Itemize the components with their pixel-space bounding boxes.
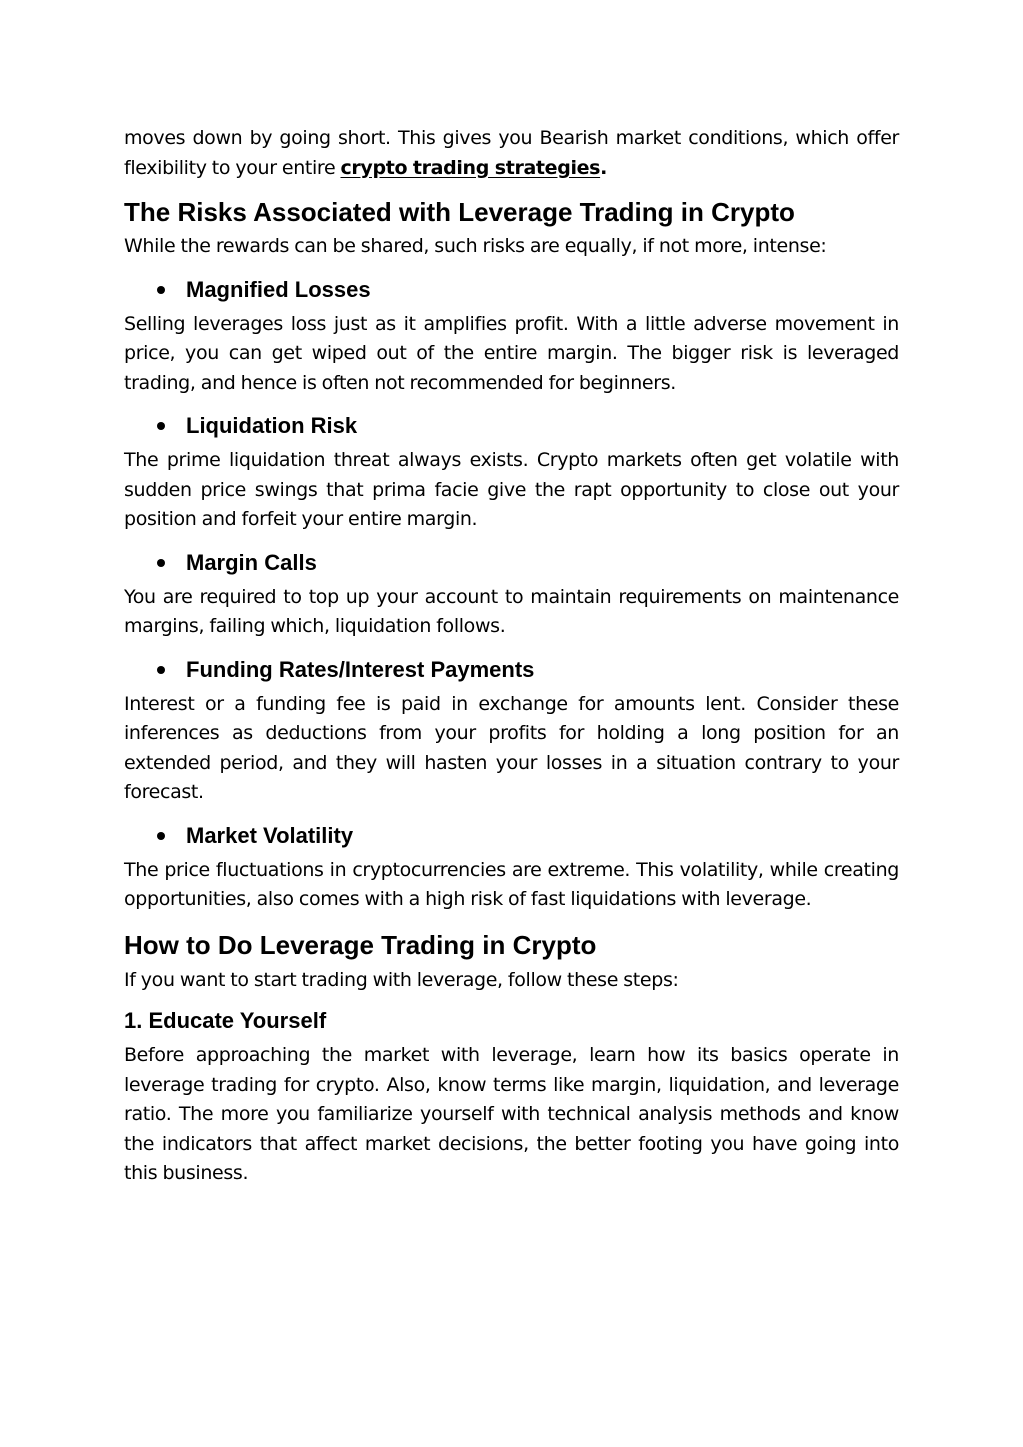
bullet-icon (157, 559, 165, 567)
risk-item-body: Selling leverages loss just as it amplifies profit. With a little adverse movement in price, you can get wiped out of the entire margin. The bigger risk is leveraged trading, and hence is often not recommended for beginners. (124, 312, 899, 394)
risk-item-heading (124, 412, 899, 440)
risk-item-heading (124, 549, 899, 577)
risk-item-title: Liquidation Risk (186, 413, 358, 438)
bullet-icon (157, 832, 165, 840)
bullet-icon (157, 666, 165, 674)
risk-item-body: The price fluctuations in cryptocurrencies are extreme. This volatility, while creating opportunities, also comes with a high risk of fast liquidations with leverage. (124, 858, 899, 910)
risk-item-body: You are required to top up your account to maintain requirements on maintenance margins, failing which, liquidation follows. (124, 585, 899, 637)
risk-item-heading (124, 656, 899, 684)
risk-item-title: Magnified Losses (186, 276, 371, 302)
howto-intro: If you want to start trading with leverage, follow these steps: (124, 968, 679, 991)
risk-item-body: The prime liquidation threat always exists. Crypto markets often get volatile with sudden price swings that prima facie give the rapt opportunity to close out your position and forfeit your entire margin. (124, 449, 899, 530)
step-body: Before approaching the market with leverage, learn how its basics operate in leverage trading for crypto. Also, know terms like margin, liquidation, and leverage ratio. The more you familiarize yourself with technical analysis methods and know the indicators that affect market decisions, the better footing you have going into this business. (124, 1044, 899, 1184)
risks-intro: While the rewards can be shared, such risks are equally, if not more, intense: (124, 235, 827, 257)
bullet-icon (157, 286, 165, 294)
bullet-icon (157, 422, 165, 430)
risk-item-heading (124, 822, 899, 850)
risks-heading: The Risks Associated with Leverage Trading in Crypto (124, 197, 795, 227)
risk-item-title: Funding Rates/Interest Payments (186, 656, 535, 682)
risk-item-title: Market Volatility (186, 822, 354, 848)
intro-text-before: moves down by going short. This gives you Bearish market conditions, which offer flexibility to your entire (124, 127, 899, 179)
howto-heading: How to Do Leverage Trading in Crypto (124, 929, 597, 960)
risk-item-body: Interest or a funding fee is paid in exchange for amounts lent. Consider these inferences as deductions from your profits for holding a long position for an extended period, and they will hasten your losses in a situation contrary to your forecast. (124, 692, 899, 803)
crypto-trading-strategies-link[interactable]: crypto trading strategies (340, 156, 601, 179)
document-page (124, 124, 899, 1189)
risk-item-title: Margin Calls (186, 549, 317, 575)
risk-item-heading (124, 276, 899, 304)
intro-text-after: . (600, 156, 607, 179)
intro-paragraph (124, 124, 899, 183)
step-heading: 1. Educate Yourself (124, 1008, 327, 1033)
